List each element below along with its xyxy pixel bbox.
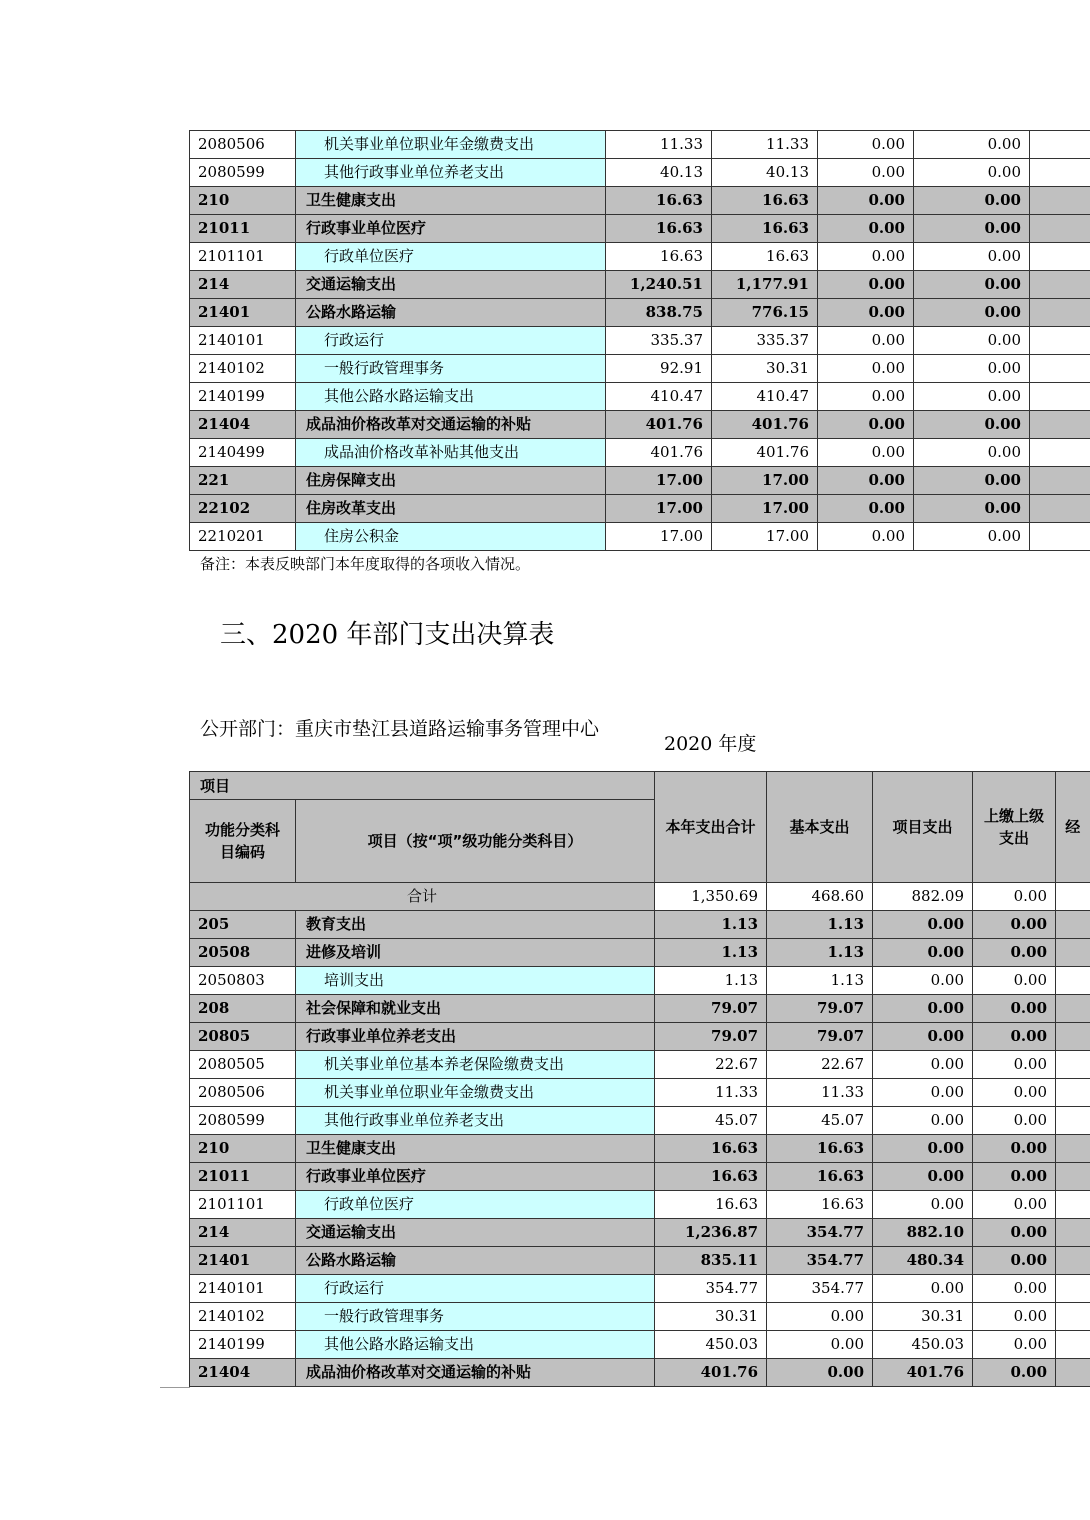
row-value: 0.00 [818,495,914,523]
header-row-1 [190,772,1090,800]
table-row [190,355,1090,383]
row-value: 1.13 [767,967,873,995]
table-row [190,995,1090,1023]
row-value: 0.00 [973,1023,1056,1051]
row-code: 2210201 [190,523,296,551]
row-value: 0.00 [973,1163,1056,1191]
header-basic: 基本支出 [767,772,873,883]
row-value: 0.00 [914,159,1030,187]
row-extra [1030,523,1090,551]
row-code: 210 [190,187,296,215]
row-value: 0.00 [873,1023,973,1051]
row-extra [1030,187,1090,215]
row-name: 其他行政事业单位养老支出 [296,159,606,187]
row-value: 0.00 [914,523,1030,551]
row-extra [1056,1051,1090,1079]
row-name: 机关事业单位职业年金缴费支出 [296,1079,655,1107]
row-value: 17.00 [712,495,818,523]
header-total: 本年支出合计 [655,772,767,883]
row-value: 11.33 [655,1079,767,1107]
row-value: 22.67 [767,1051,873,1079]
total-v3: 882.09 [873,883,973,911]
row-name: 住房公积金 [296,523,606,551]
row-name: 行政事业单位医疗 [296,215,606,243]
row-name: 教育支出 [296,911,655,939]
total-row [190,883,1090,911]
page-rule [160,1387,190,1388]
row-code: 21404 [190,411,296,439]
row-value: 0.00 [973,1331,1056,1359]
row-code: 21401 [190,299,296,327]
row-value: 354.77 [767,1219,873,1247]
row-value: 0.00 [914,411,1030,439]
row-extra [1056,1023,1090,1051]
row-value: 0.00 [818,131,914,159]
row-value: 0.00 [973,1219,1056,1247]
row-extra [1056,1331,1090,1359]
table-row [190,1163,1090,1191]
row-value: 335.37 [606,327,712,355]
row-name: 机关事业单位基本养老保险缴费支出 [296,1051,655,1079]
row-value: 776.15 [712,299,818,327]
row-value: 0.00 [873,995,973,1023]
row-value: 480.34 [873,1247,973,1275]
row-name: 社会保障和就业支出 [296,995,655,1023]
row-value: 0.00 [973,1303,1056,1331]
row-code: 2080599 [190,1107,296,1135]
row-value: 16.63 [655,1191,767,1219]
row-value: 11.33 [767,1079,873,1107]
row-value: 335.37 [712,327,818,355]
row-value: 401.76 [712,411,818,439]
row-value: 16.63 [606,243,712,271]
header-name: 项目（按“项”级功能分类科目） [296,800,655,883]
row-value: 1.13 [767,911,873,939]
table-row [190,383,1090,411]
row-code: 2101101 [190,1191,296,1219]
row-value: 0.00 [873,1079,973,1107]
row-value: 17.00 [606,467,712,495]
row-value: 0.00 [973,1275,1056,1303]
row-name: 行政运行 [296,327,606,355]
row-value: 0.00 [818,215,914,243]
row-code: 2140101 [190,1275,296,1303]
row-name: 成品油价格改革补贴其他支出 [296,439,606,467]
row-code: 21011 [190,215,296,243]
table-row [190,1275,1090,1303]
row-value: 16.63 [606,187,712,215]
total-v1: 1,350.69 [655,883,767,911]
row-value: 0.00 [914,271,1030,299]
row-name: 其他公路水路运输支出 [296,1331,655,1359]
row-name: 行政单位医疗 [296,243,606,271]
row-value: 0.00 [873,1135,973,1163]
row-value: 0.00 [914,495,1030,523]
row-value: 0.00 [818,327,914,355]
row-value: 17.00 [712,467,818,495]
row-value: 0.00 [973,967,1056,995]
row-name: 卫生健康支出 [296,1135,655,1163]
row-code: 2050803 [190,967,296,995]
row-code: 2080599 [190,159,296,187]
row-code: 2140102 [190,355,296,383]
row-extra [1056,1275,1090,1303]
row-name: 住房改革支出 [296,495,606,523]
row-value: 835.11 [655,1247,767,1275]
row-value: 0.00 [973,1191,1056,1219]
row-code: 214 [190,271,296,299]
row-extra [1030,159,1090,187]
row-value: 92.91 [606,355,712,383]
row-value: 0.00 [973,1247,1056,1275]
row-extra [1030,243,1090,271]
row-value: 401.76 [655,1359,767,1387]
header-code: 功能分类科目编码 [190,800,296,883]
row-value: 16.63 [712,187,818,215]
row-name: 交通运输支出 [296,1219,655,1247]
row-value: 0.00 [873,1163,973,1191]
row-value: 354.77 [655,1275,767,1303]
row-code: 214 [190,1219,296,1247]
row-value: 0.00 [818,467,914,495]
fiscal-year: 2020 年度 [664,733,757,755]
row-value: 0.00 [973,911,1056,939]
row-code: 208 [190,995,296,1023]
row-value: 30.31 [873,1303,973,1331]
table-row [190,1107,1090,1135]
row-code: 205 [190,911,296,939]
row-code: 21401 [190,1247,296,1275]
row-code: 20805 [190,1023,296,1051]
row-value: 16.63 [606,215,712,243]
table-row [190,467,1090,495]
table-row [190,215,1090,243]
row-value: 0.00 [767,1303,873,1331]
row-value: 17.00 [606,495,712,523]
row-value: 401.76 [606,439,712,467]
row-value: 17.00 [712,523,818,551]
row-value: 1.13 [655,967,767,995]
row-value: 401.76 [712,439,818,467]
header-extra: 经 [1056,772,1090,883]
row-name: 成品油价格改革对交通运输的补贴 [296,411,606,439]
row-value: 16.63 [767,1191,873,1219]
row-extra [1030,327,1090,355]
row-value: 0.00 [873,939,973,967]
row-value: 30.31 [655,1303,767,1331]
row-extra [1056,1163,1090,1191]
row-value: 1,240.51 [606,271,712,299]
row-code: 2140499 [190,439,296,467]
table-row [190,1219,1090,1247]
row-name: 卫生健康支出 [296,187,606,215]
row-extra [1056,1107,1090,1135]
table-row [190,187,1090,215]
row-value: 354.77 [767,1247,873,1275]
row-value: 79.07 [655,995,767,1023]
row-value: 0.00 [818,523,914,551]
row-name: 一般行政管理事务 [296,355,606,383]
table-row [190,299,1090,327]
row-value: 30.31 [712,355,818,383]
row-name: 机关事业单位职业年金缴费支出 [296,131,606,159]
row-value: 79.07 [655,1023,767,1051]
row-value: 0.00 [767,1359,873,1387]
table-row [190,327,1090,355]
row-value: 0.00 [914,243,1030,271]
table-row [190,523,1090,551]
row-value: 0.00 [914,467,1030,495]
table-row [190,131,1090,159]
row-code: 2140199 [190,1331,296,1359]
table-row [190,1191,1090,1219]
row-extra [1056,1359,1090,1387]
row-extra [1030,467,1090,495]
row-code: 21404 [190,1359,296,1387]
row-code: 22102 [190,495,296,523]
total-v2: 468.60 [767,883,873,911]
table-row [190,939,1090,967]
row-value: 0.00 [873,967,973,995]
row-value: 0.00 [914,439,1030,467]
header-project: 项目 [190,772,655,800]
row-value: 0.00 [873,911,973,939]
row-value: 22.67 [655,1051,767,1079]
table-row [190,1247,1090,1275]
table-row [190,1023,1090,1051]
row-value: 410.47 [606,383,712,411]
expenditure-table-body [190,772,1090,1387]
row-code: 210 [190,1135,296,1163]
row-value: 1.13 [655,911,767,939]
row-value: 40.13 [606,159,712,187]
row-extra [1056,911,1090,939]
row-name: 行政单位医疗 [296,1191,655,1219]
row-value: 45.07 [767,1107,873,1135]
row-extra [1056,995,1090,1023]
row-extra [1030,131,1090,159]
row-extra [1030,383,1090,411]
row-name: 其他行政事业单位养老支出 [296,1107,655,1135]
row-value: 1.13 [655,939,767,967]
row-value: 0.00 [914,131,1030,159]
row-name: 一般行政管理事务 [296,1303,655,1331]
row-extra [1056,1219,1090,1247]
row-name: 住房保障支出 [296,467,606,495]
row-extra [1056,1247,1090,1275]
row-value: 17.00 [606,523,712,551]
table-row [190,1051,1090,1079]
row-value: 0.00 [818,355,914,383]
row-value: 16.63 [767,1135,873,1163]
row-value: 0.00 [873,1275,973,1303]
row-value: 16.63 [712,243,818,271]
table-row [190,495,1090,523]
row-value: 11.33 [712,131,818,159]
table-row [190,243,1090,271]
row-value: 0.00 [818,411,914,439]
table-row [190,1135,1090,1163]
row-value: 0.00 [973,1359,1056,1387]
row-value: 0.00 [973,939,1056,967]
row-extra [1056,1135,1090,1163]
row-value: 401.76 [606,411,712,439]
row-value: 16.63 [655,1163,767,1191]
total-v4: 0.00 [973,883,1056,911]
row-value: 882.10 [873,1219,973,1247]
row-extra [1056,1303,1090,1331]
row-value: 0.00 [818,243,914,271]
row-name: 成品油价格改革对交通运输的补贴 [296,1359,655,1387]
row-value: 0.00 [973,995,1056,1023]
row-value: 11.33 [606,131,712,159]
table-row [190,271,1090,299]
row-value: 0.00 [973,1051,1056,1079]
row-name: 行政事业单位医疗 [296,1163,655,1191]
table-row [190,967,1090,995]
row-extra [1056,939,1090,967]
row-extra [1056,967,1090,995]
row-value: 0.00 [973,1135,1056,1163]
row-extra [1056,1191,1090,1219]
row-extra [1030,495,1090,523]
row-name: 行政事业单位养老支出 [296,1023,655,1051]
row-code: 2080506 [190,1079,296,1107]
section-title: 三、2020 年部门支出决算表 [220,620,555,650]
row-value: 0.00 [818,159,914,187]
row-value: 0.00 [973,1079,1056,1107]
row-value: 838.75 [606,299,712,327]
row-value: 410.47 [712,383,818,411]
row-value: 1,236.87 [655,1219,767,1247]
row-value: 0.00 [818,271,914,299]
table-row [190,439,1090,467]
row-extra [1030,355,1090,383]
row-value: 354.77 [767,1275,873,1303]
row-value: 16.63 [655,1135,767,1163]
row-code: 2080506 [190,131,296,159]
total-label: 合计 [190,883,655,911]
row-value: 0.00 [818,299,914,327]
row-extra [1030,299,1090,327]
row-code: 2140102 [190,1303,296,1331]
row-value: 0.00 [818,439,914,467]
table-row [190,1303,1090,1331]
total-extra [1056,883,1090,911]
row-name: 进修及培训 [296,939,655,967]
row-value: 0.00 [973,1107,1056,1135]
row-value: 0.00 [873,1051,973,1079]
table-note: 备注：本表反映部门本年度取得的各项收入情况。 [200,555,531,573]
row-name: 交通运输支出 [296,271,606,299]
row-code: 221 [190,467,296,495]
row-value: 16.63 [712,215,818,243]
row-value: 79.07 [767,1023,873,1051]
row-value: 0.00 [818,383,914,411]
expenditure-table [189,771,1090,1387]
row-name: 其他公路水路运输支出 [296,383,606,411]
row-value: 0.00 [873,1191,973,1219]
row-value: 1,177.91 [712,271,818,299]
row-extra [1030,215,1090,243]
row-value: 0.00 [914,215,1030,243]
row-name: 公路水路运输 [296,299,606,327]
table-row [190,1079,1090,1107]
row-code: 2140101 [190,327,296,355]
row-code: 2101101 [190,243,296,271]
row-code: 2140199 [190,383,296,411]
row-name: 公路水路运输 [296,1247,655,1275]
row-value: 0.00 [914,355,1030,383]
row-value: 0.00 [873,1107,973,1135]
row-name: 培训支出 [296,967,655,995]
department-label: 公开部门：重庆市垫江县道路运输事务管理中心 [200,718,600,740]
row-name: 行政运行 [296,1275,655,1303]
row-extra [1056,1079,1090,1107]
table-row [190,411,1090,439]
row-value: 0.00 [818,187,914,215]
row-value: 45.07 [655,1107,767,1135]
row-value: 16.63 [767,1163,873,1191]
row-value: 0.00 [914,383,1030,411]
row-value: 40.13 [712,159,818,187]
row-value: 401.76 [873,1359,973,1387]
row-value: 450.03 [873,1331,973,1359]
header-upper: 上缴上级支出 [973,772,1056,883]
row-value: 0.00 [914,187,1030,215]
row-value: 0.00 [914,327,1030,355]
row-value: 0.00 [914,299,1030,327]
row-value: 1.13 [767,939,873,967]
row-code: 21011 [190,1163,296,1191]
income-table-continued [189,130,1090,551]
row-code: 2080505 [190,1051,296,1079]
row-value: 79.07 [767,995,873,1023]
income-table-body [190,131,1090,551]
row-extra [1030,439,1090,467]
table-row [190,1331,1090,1359]
row-value: 450.03 [655,1331,767,1359]
table-row [190,911,1090,939]
row-extra [1030,411,1090,439]
row-value: 0.00 [767,1331,873,1359]
table-row [190,1359,1090,1387]
row-code: 20508 [190,939,296,967]
row-extra [1030,271,1090,299]
table-row [190,159,1090,187]
header-project-expenditure: 项目支出 [873,772,973,883]
